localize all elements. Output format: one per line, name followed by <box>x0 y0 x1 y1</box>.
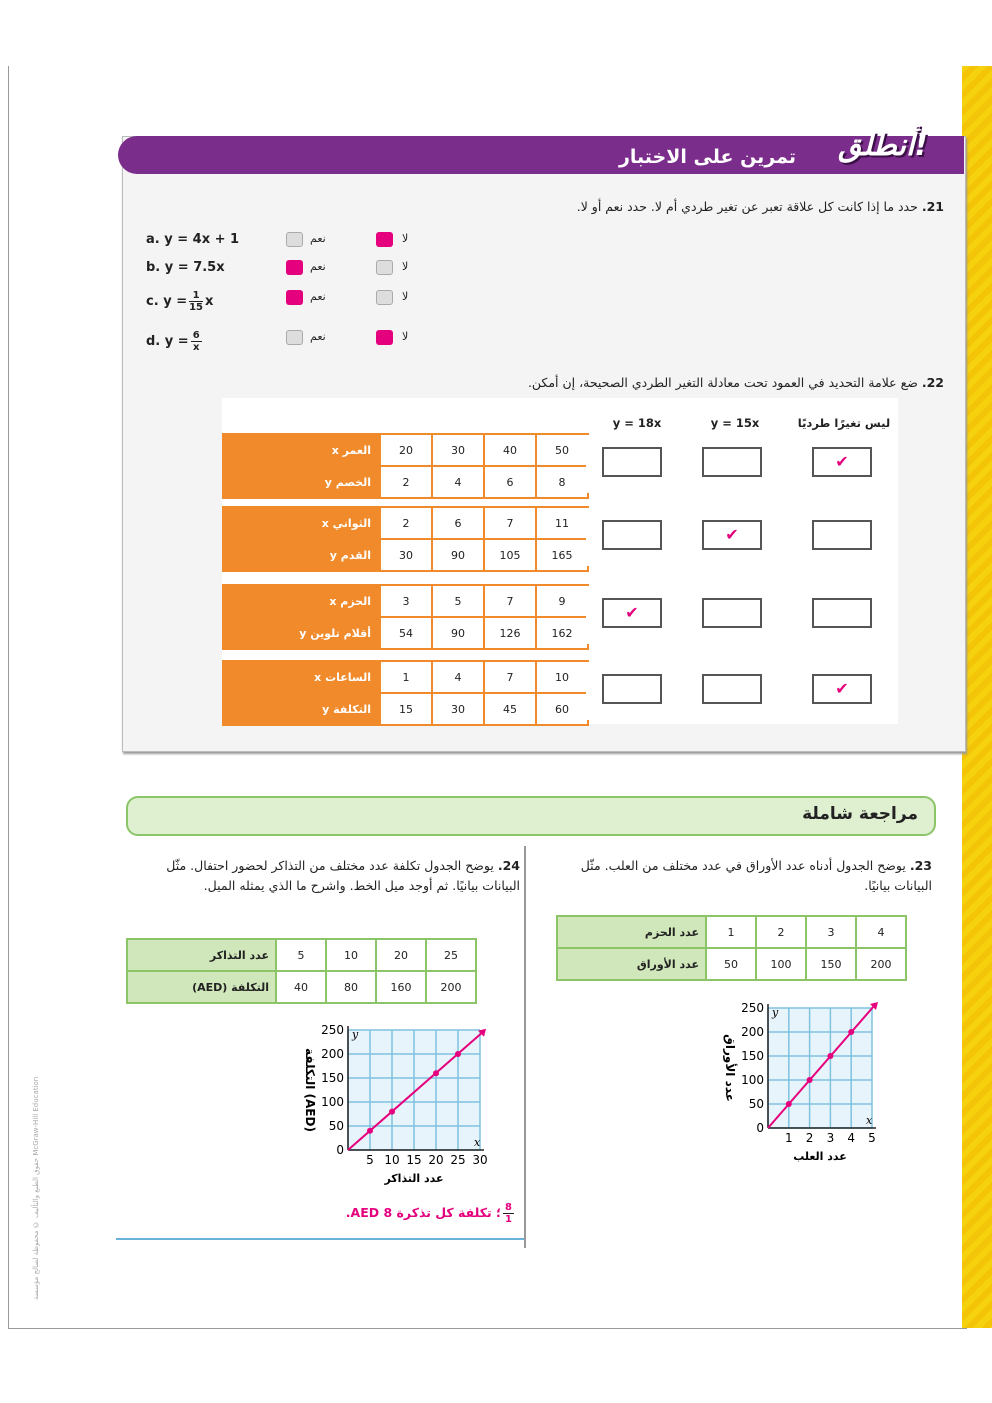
q22-table <box>222 506 589 572</box>
x-tick-label: 10 <box>384 1153 400 1167</box>
x-tick-label: 5 <box>366 1153 374 1167</box>
y-tick-label: 100 <box>741 1073 764 1087</box>
yes-label: نعم <box>310 330 326 343</box>
fraction-numerator: 1 <box>189 290 203 302</box>
yes-checkbox[interactable] <box>286 232 303 247</box>
table-cell: 11 <box>536 507 588 539</box>
q24-answer <box>216 1202 516 1225</box>
no-checkbox[interactable] <box>376 290 393 305</box>
fraction-denominator: 1 <box>505 1214 512 1225</box>
q21-equation <box>146 260 225 275</box>
table-cell: 2 <box>380 466 432 498</box>
answer-checkbox[interactable] <box>702 674 762 704</box>
table-cell: 6 <box>484 466 536 498</box>
data-point <box>389 1109 395 1115</box>
yes-checkbox[interactable] <box>286 260 303 275</box>
table-row <box>223 434 588 466</box>
q21-prompt <box>244 197 944 217</box>
equation-left: y = <box>164 334 189 349</box>
x-tick-label: 30 <box>472 1153 488 1167</box>
data-point <box>827 1053 833 1059</box>
table-cell: 50 <box>706 948 756 980</box>
table-cell: 3 <box>806 916 856 948</box>
q24-row2-label: التكلفة (AED) <box>127 971 276 1003</box>
table-cell: 5 <box>276 939 326 971</box>
equation-fraction <box>191 330 202 353</box>
table-cell: 160 <box>376 971 426 1003</box>
table-cell: 60 <box>536 693 588 725</box>
table-cell: 200 <box>426 971 476 1003</box>
y-tick-label: 250 <box>321 1023 344 1037</box>
q24-row1-label: عدد التذاكر <box>127 939 276 971</box>
x-tick-label: 5 <box>868 1131 876 1145</box>
col-header-18x: y = 18x <box>612 416 662 430</box>
x-var-label: x <box>866 1114 873 1127</box>
table-cell: 20 <box>380 434 432 466</box>
q22-prompt <box>244 373 944 393</box>
table-cell: 2 <box>756 916 806 948</box>
answer-checkbox[interactable] <box>602 520 662 550</box>
equation-fraction <box>189 290 203 313</box>
copyright-credit: حقوق الطبع والتأليف © محفوظة لصالح مؤسسة McGraw-Hill Education <box>32 1076 40 1300</box>
q21-text: حدد ما إذا كانت كل علاقة تعبر عن تغير طردي أم لا. حدد نعم أو لا. <box>576 199 918 214</box>
table-cell: 40 <box>276 971 326 1003</box>
q23-row2-label: عدد الأوراق <box>557 948 706 980</box>
row-label: العمر x <box>223 434 380 466</box>
check-mark-icon: ✔ <box>725 525 739 544</box>
q23-graph <box>690 998 910 1178</box>
table-cell: 45 <box>484 693 536 725</box>
col-header-not-direct: ليس تغيرًا طرديًا <box>797 416 891 430</box>
table-cell: 105 <box>484 539 536 571</box>
item-label: a. <box>146 232 160 247</box>
table-cell: 90 <box>432 539 484 571</box>
x-var-label: x <box>474 1136 481 1149</box>
yes-label: نعم <box>310 290 326 303</box>
answer-checkbox[interactable] <box>602 598 662 628</box>
table-row <box>223 617 588 649</box>
data-point <box>807 1077 813 1083</box>
q23-row1-label: عدد الحزم <box>557 916 706 948</box>
row-label: أقلام تلوين y <box>223 617 380 649</box>
review-title: مراجعة شاملة <box>802 804 918 824</box>
table-row <box>223 585 588 617</box>
q24-number: 24. <box>497 858 520 873</box>
table-cell: 126 <box>484 617 536 649</box>
no-label: لا <box>402 260 409 273</box>
x-tick-label: 15 <box>406 1153 422 1167</box>
answer-checkbox[interactable] <box>812 598 872 628</box>
table-cell: 40 <box>484 434 536 466</box>
equation-text: y = 7.5x <box>164 260 225 275</box>
table-cell: 54 <box>380 617 432 649</box>
table-cell: 200 <box>856 948 906 980</box>
table-cell: 2 <box>380 507 432 539</box>
table-cell: 4 <box>856 916 906 948</box>
answer-checkbox[interactable] <box>812 447 872 477</box>
check-mark-icon: ✔ <box>835 452 849 471</box>
q23-table <box>556 915 907 981</box>
table-row <box>557 916 906 948</box>
answer-underline <box>116 1238 524 1240</box>
yes-checkbox[interactable] <box>286 330 303 345</box>
answer-checkbox[interactable] <box>702 520 762 550</box>
table-row <box>223 507 588 539</box>
answer-checkbox[interactable] <box>702 598 762 628</box>
answer-text: ؛ تكلفة كل تذكرة 8 AED. <box>345 1205 502 1220</box>
check-mark-icon: ✔ <box>625 603 639 622</box>
table-row <box>127 939 476 971</box>
table-cell: 150 <box>806 948 856 980</box>
table-cell: 9 <box>536 585 588 617</box>
data-point <box>433 1070 439 1076</box>
data-point <box>367 1128 373 1134</box>
table-cell: 50 <box>536 434 588 466</box>
table-cell: 20 <box>376 939 426 971</box>
q24-graph <box>276 1020 506 1200</box>
q22-table <box>222 660 589 726</box>
y-tick-label: 200 <box>741 1025 764 1039</box>
y-var-label: y <box>772 1006 779 1019</box>
data-point <box>455 1051 461 1057</box>
y-axis-title: التكلفة (AED) <box>303 1048 317 1132</box>
q23-prompt <box>552 856 932 896</box>
answer-checkbox[interactable] <box>812 520 872 550</box>
table-cell: 30 <box>432 693 484 725</box>
answer-checkbox[interactable] <box>602 674 662 704</box>
header-logo: أنطلق! <box>838 128 928 163</box>
q22-text: ضع علامة التحديد في العمود تحت معادلة التغير الطردي الصحيحة، إن أمكن. <box>527 375 918 390</box>
q21-item <box>146 258 426 282</box>
table-cell: 10 <box>326 939 376 971</box>
y-var-label: y <box>352 1028 359 1041</box>
table-cell: 80 <box>326 971 376 1003</box>
x-tick-label: 1 <box>784 1131 793 1145</box>
answer-fraction <box>503 1202 514 1225</box>
table-cell: 90 <box>432 617 484 649</box>
q21-equation <box>146 290 213 313</box>
fraction-denominator: x <box>192 342 200 353</box>
x-axis-title: عدد العلب <box>793 1150 847 1163</box>
data-point <box>786 1101 792 1107</box>
data-point <box>848 1029 854 1035</box>
fraction-numerator: 6 <box>192 330 200 341</box>
no-checkbox[interactable] <box>376 232 393 247</box>
section-header <box>118 128 964 174</box>
row-label: التكلفة y <box>223 693 380 725</box>
table-cell: 100 <box>756 948 806 980</box>
item-label: c. <box>146 294 159 309</box>
y-tick-label: 50 <box>748 1097 764 1111</box>
row-label: القدم y <box>223 539 380 571</box>
table-cell: 1 <box>380 661 432 693</box>
y-tick-label: 50 <box>328 1119 344 1133</box>
equation-left: y = <box>163 294 188 309</box>
table-cell: 5 <box>432 585 484 617</box>
q22-table <box>222 433 589 499</box>
header-title: تمرين على الاختبار <box>618 146 796 168</box>
q21-equation <box>146 330 204 353</box>
y-tick-label: 200 <box>321 1047 344 1061</box>
row-label: الخصم y <box>223 466 380 498</box>
item-label: d. <box>146 334 161 349</box>
row-label: الساعات x <box>223 661 380 693</box>
q23-number: 23. <box>909 858 932 873</box>
q22-table <box>222 584 589 650</box>
table-cell: 1 <box>706 916 756 948</box>
table-row <box>223 466 588 498</box>
q24-prompt <box>140 856 520 896</box>
q24-table <box>126 938 477 1004</box>
fraction-denominator: 15 <box>189 302 204 313</box>
column-divider <box>524 846 526 1248</box>
no-label: لا <box>402 290 409 303</box>
table-cell: 7 <box>484 585 536 617</box>
answer-checkbox[interactable] <box>702 447 762 477</box>
q21-item <box>146 328 426 352</box>
table-cell: 162 <box>536 617 588 649</box>
table-row <box>223 539 588 571</box>
table-cell: 3 <box>380 585 432 617</box>
table-row <box>223 693 588 725</box>
answer-checkbox[interactable] <box>602 447 662 477</box>
fraction-numerator: 8 <box>505 1202 512 1213</box>
x-tick-label: 2 <box>805 1131 814 1145</box>
q21-item <box>146 288 426 312</box>
table-cell: 10 <box>536 661 588 693</box>
q22-number: 22. <box>921 375 944 390</box>
table-cell: 7 <box>484 507 536 539</box>
row-label: الحزم x <box>223 585 380 617</box>
yes-label: نعم <box>310 232 326 245</box>
no-label: لا <box>402 330 409 343</box>
no-checkbox[interactable] <box>376 260 393 275</box>
table-cell: 30 <box>380 539 432 571</box>
table-row <box>127 971 476 1003</box>
equation-right: x <box>205 294 214 309</box>
q21-number: 21. <box>921 199 944 214</box>
side-stripe <box>962 66 992 1328</box>
table-cell: 7 <box>484 661 536 693</box>
table-cell: 6 <box>432 507 484 539</box>
col-header-15x: y = 15x <box>710 416 760 430</box>
table-cell: 4 <box>432 661 484 693</box>
x-tick-label: 3 <box>826 1131 835 1145</box>
y-tick-label: 150 <box>321 1071 344 1085</box>
x-tick-label: 20 <box>428 1153 444 1167</box>
no-checkbox[interactable] <box>376 330 393 345</box>
table-cell: 4 <box>432 466 484 498</box>
y-axis-title: عدد الأوراق <box>723 1034 737 1102</box>
no-label: لا <box>402 232 409 245</box>
q23-text: يوضح الجدول أدناه عدد الأوراق في عدد مختلف من العلب. مثّل البيانات بيانيًا. <box>580 858 932 893</box>
yes-label: نعم <box>310 260 326 273</box>
table-cell: 30 <box>432 434 484 466</box>
table-cell: 165 <box>536 539 588 571</box>
equation-text: y = 4x + 1 <box>164 232 240 247</box>
check-mark-icon: ✔ <box>835 679 849 698</box>
table-cell: 15 <box>380 693 432 725</box>
x-tick-label: 4 <box>847 1131 856 1145</box>
q24-text: يوضح الجدول تكلفة عدد مختلف من التذاكر لحضور احتفال. مثّل البيانات بيانيًا. ثم أوجد ميل الخط. واشرح ما الذي يمثله الميل. <box>166 858 520 893</box>
yes-checkbox[interactable] <box>286 290 303 305</box>
q21-equation <box>146 232 239 247</box>
q21-item <box>146 230 426 254</box>
y-tick-label: 250 <box>741 1001 764 1015</box>
row-label: الثواني x <box>223 507 380 539</box>
y-tick-label: 0 <box>756 1121 764 1135</box>
table-cell: 8 <box>536 466 588 498</box>
y-tick-label: 100 <box>321 1095 344 1109</box>
y-tick-label: 0 <box>336 1143 344 1157</box>
x-axis-title: عدد التذاكر <box>384 1172 444 1185</box>
table-cell: 25 <box>426 939 476 971</box>
table-row <box>557 948 906 980</box>
y-tick-label: 150 <box>741 1049 764 1063</box>
x-tick-label: 25 <box>450 1153 466 1167</box>
item-label: b. <box>146 260 161 275</box>
answer-checkbox[interactable] <box>812 674 872 704</box>
table-row <box>223 661 588 693</box>
review-banner <box>126 796 936 836</box>
